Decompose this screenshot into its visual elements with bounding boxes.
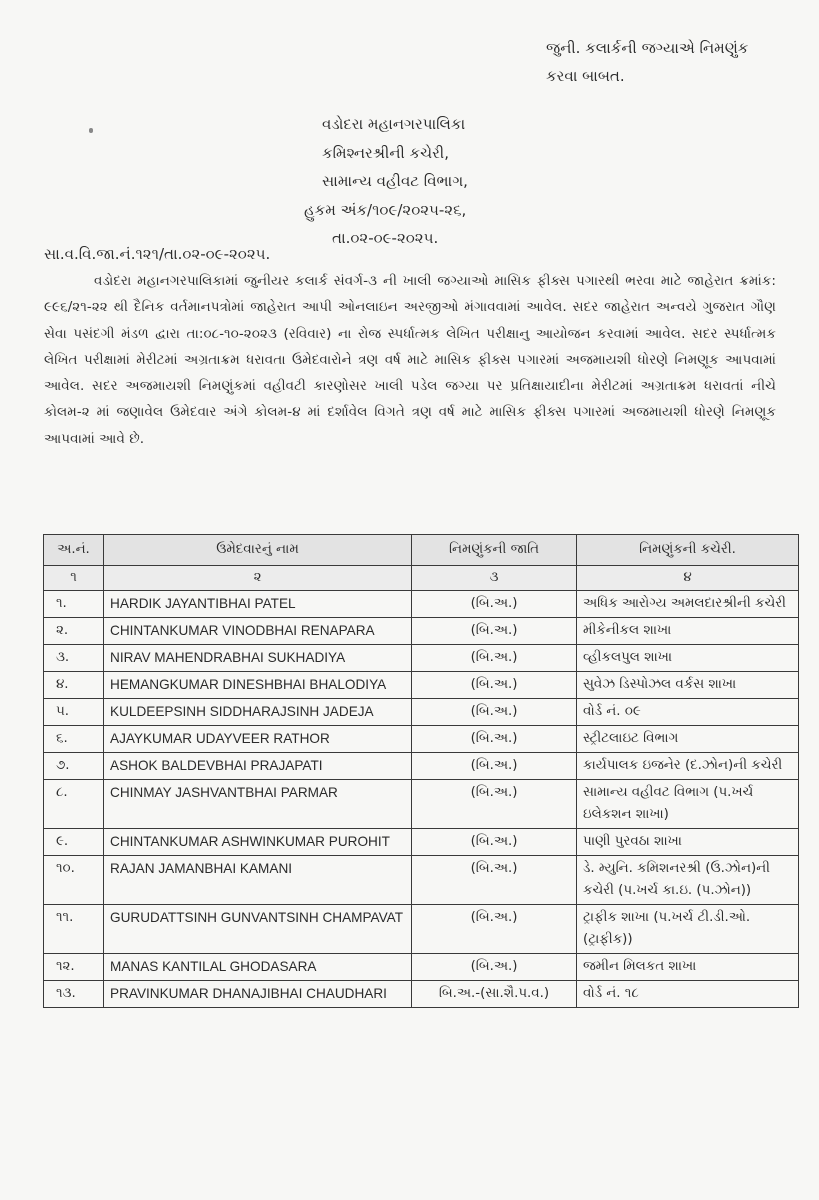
candidate-name-cell: PRAVINKUMAR DHANAJIBHAI CHAUDHARI [104,981,412,1008]
category-cell: (બિ.અ.) [412,905,577,954]
reference-number: સા.વ.વિ.જા.નં.૧૨૧/તા.૦૨-૦૯-૨૦૨૫. [44,245,271,263]
category-cell: (બિ.અ.) [412,856,577,905]
category-cell: (બિ.અ.) [412,672,577,699]
order-date: તા.૦૨-૦૯-૨૦૨૫. [332,229,439,247]
table-row [44,856,799,905]
table-body [44,591,799,1008]
serial-cell: ૧૧. [44,905,104,954]
office-cell: કાર્યપાલક ઇજનેર (દ.ઝોન)ની કચેરી [577,753,799,780]
serial-cell: ૧૩. [44,981,104,1008]
serial-cell: ૧. [44,591,104,618]
serial-cell: ૫. [44,699,104,726]
order-number: હુકમ અંક/૧૦૯/૨૦૨૫-૨૬, [304,200,467,219]
candidate-name-cell: CHINTANKUMAR ASHWINKUMAR PUROHIT [104,829,412,856]
office-line-1: વડોદરા મહાનગરપાલિકા [322,115,466,133]
subject-block [546,34,748,90]
candidate-name-cell: HEMANGKUMAR DINESHBHAI BHALODIYA [104,672,412,699]
office-cell: વ્હીકલપુલ શાખા [577,645,799,672]
serial-cell: ૭. [44,753,104,780]
table-row [44,618,799,645]
candidate-name-cell: AJAYKUMAR UDAYVEER RATHOR [104,726,412,753]
category-cell: (બિ.અ.) [412,829,577,856]
column-number: ૩ [412,566,577,591]
header-office: નિમણુંકની કચેરી. [577,535,799,566]
column-number: ૨ [104,566,412,591]
serial-cell: ૪. [44,672,104,699]
office-cell: વોર્ડ નં. ૧૮ [577,981,799,1008]
table-row [44,645,799,672]
office-cell: વોર્ડ નં. ૦૯ [577,699,799,726]
office-line-2: કમિશ્નરશ્રીની કચેરી, [322,143,449,162]
table-header-row [44,535,799,566]
column-number: ૧ [44,566,104,591]
office-line-3: સામાન્ય વહીવટ વિભાગ, [322,172,468,190]
scan-mark [89,128,93,133]
office-cell: સામાન્ય વહીવટ વિભાગ (પ.ખર્ચ ઇલેકશન શાખા) [577,780,799,829]
category-cell: (બિ.અ.) [412,753,577,780]
candidate-name-cell: CHINMAY JASHVANTBHAI PARMAR [104,780,412,829]
table-row [44,780,799,829]
order-body-paragraph: વડોદરા મહાનગરપાલિકામાં જુનીયર કલાર્ક સંવર્ગ-૩ ની ખાલી જગ્યાઓ માસિક ફીક્સ પગારથી ભરવા માટે જાહેરાત ક્રમાંક: ૯૯૬/૨૧-૨૨ થી દૈનિક વર્તમાનપત્રોમાં જાહેરાત આપી ઓનલાઇન અરજીઓ મંગાવવામાં આવેલ. સદર જાહેરાત અન્વયે ગુજરાત ગૌણ સેવા પસંદગી મંડળ દ્વારા તા:૦૮-૧૦-૨૦૨૩ (રવિવાર) ના રોજ સ્પર્ધાત્મક લેખિત પરીક્ષાનુ આયોજન કરવામાં આવેલ. સદર સ્પર્ધાત્મક લેખિત પરીક્ષામાં મેરીટમાં અગ્રતાક્રમ ધરાવતા ઉમેદવારોને ત્રણ વર્ષ માટે માસિક ફીક્સ પગારમાં અજમાયશી ધોરણે નિમણૂક આપવામાં આવેલ. સદર અજમાયશી નિમણુંકમાં વહીવટી કારણોસર ખાલી પડેલ જગ્યા પર પ્રતિક્ષાયાદીના મેરીટમાં અગ્રતાક્રમ ધરાવતાં નીચે કોલમ-૨ માં જણાવેલ ઉમેદવાર અંગે કોલમ-૪ માં દર્શાવેલ વિગતે ત્રણ વર્ષ માટે માસિક ફીક્સ પગારમાં અજમાયશી ધોરણે નિમણૂક આપવામાં આવે છે. [44,273,776,447]
subject-line-1: જુની. કલાર્કની જગ્યાએ નિમણુંક [546,39,749,57]
category-cell: (બિ.અ.) [412,591,577,618]
office-cell: અધિક આરોગ્ય અમલદારશ્રીની કચેરી [577,591,799,618]
serial-cell: ૩. [44,645,104,672]
table-row [44,829,799,856]
category-cell: (બિ.અ.) [412,618,577,645]
table-row [44,591,799,618]
header-category: નિમણુંકની જાતિ [412,535,577,566]
table-row [44,981,799,1008]
table-row [44,726,799,753]
serial-cell: ૧૨. [44,954,104,981]
category-cell: (બિ.અ.) [412,780,577,829]
column-number-row [44,566,799,591]
column-number: ૪ [577,566,799,591]
candidate-name-cell: CHINTANKUMAR VINODBHAI RENAPARA [104,618,412,645]
category-cell: બિ.અ.-(સા.શૈ.પ.વ.) [412,981,577,1008]
candidate-name-cell: RAJAN JAMANBHAI KAMANI [104,856,412,905]
category-cell: (બિ.અ.) [412,726,577,753]
serial-cell: ૮. [44,780,104,829]
candidate-name-cell: HARDIK JAYANTIBHAI PATEL [104,591,412,618]
table-row [44,905,799,954]
serial-cell: ૯. [44,829,104,856]
candidate-name-cell: ASHOK BALDEVBHAI PRAJAPATI [104,753,412,780]
office-cell: સુવેઝ ડિસ્પોઝલ વર્કસ શાખા [577,672,799,699]
table-row [44,753,799,780]
office-cell: ટ્રાફીક શાખા (પ.ખર્ચ ટી.ડી.ઓ. (ટ્રાફીક)) [577,905,799,954]
header-serial: અ.નં. [44,535,104,566]
office-cell: ડે. મ્યુનિ. કમિશનરશ્રી (ઉ.ઝોન)ની કચેરી (પ.ખર્ચ કા.ઇ. (પ.ઝોન)) [577,856,799,905]
table-row [44,699,799,726]
office-cell: મીકેનીકલ શાખા [577,618,799,645]
candidate-name-cell: GURUDATTSINH GUNVANTSINH CHAMPAVAT [104,905,412,954]
appointment-table [43,534,799,1008]
subject-line-2: કરવા બાબત. [546,67,625,85]
serial-cell: ૨. [44,618,104,645]
category-cell: (બિ.અ.) [412,954,577,981]
serial-cell: ૧૦. [44,856,104,905]
candidate-name-cell: MANAS KANTILAL GHODASARA [104,954,412,981]
table-row [44,672,799,699]
office-cell: સ્ટ્રીટલાઇટ વિભાગ [577,726,799,753]
category-cell: (બિ.અ.) [412,645,577,672]
candidate-name-cell: NIRAV MAHENDRABHAI SUKHADIYA [104,645,412,672]
candidate-name-cell: KULDEEPSINH SIDDHARAJSINH JADEJA [104,699,412,726]
office-header [304,110,468,253]
category-cell: (બિ.અ.) [412,699,577,726]
office-cell: જમીન મિલકત શાખા [577,954,799,981]
header-candidate-name: ઉમેદવારનું નામ [104,535,412,566]
office-cell: પાણી પુરવઠા શાખા [577,829,799,856]
serial-cell: ૬. [44,726,104,753]
table-row [44,954,799,981]
